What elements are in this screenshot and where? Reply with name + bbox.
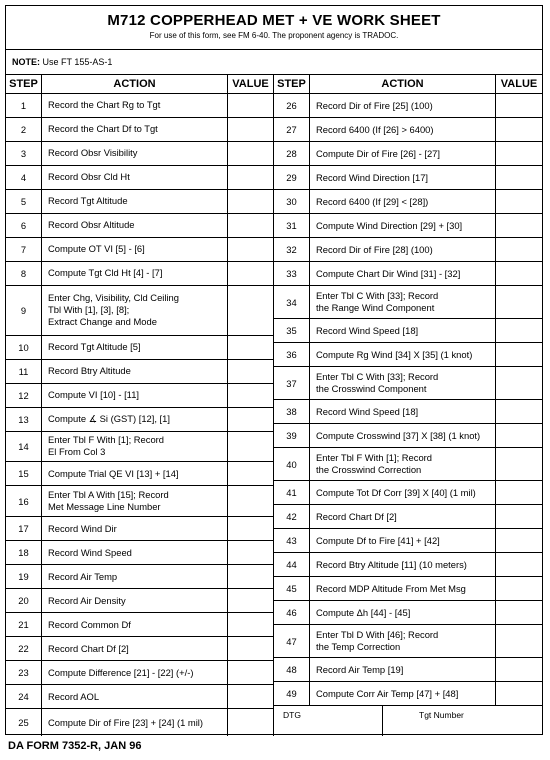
value-field[interactable] [228,432,273,462]
table-row [274,577,542,601]
step-number: 25 [6,709,42,736]
value-field[interactable] [228,709,273,736]
table-row [274,424,542,448]
table-row [6,384,273,408]
action-text: Record Obsr Cld Ht [42,166,228,189]
step-number: 9 [6,286,42,335]
step-number: 40 [274,448,310,480]
form-number: DA FORM 7352-R, JAN 96 [8,740,142,752]
action-text: Record Dir of Fire [25] (100) [310,94,496,117]
step-number: 14 [6,432,42,462]
value-field[interactable] [228,142,273,165]
table-row [6,238,273,262]
table-row [274,367,542,400]
dtg-field[interactable]: DTG [274,706,383,736]
value-field[interactable] [496,166,542,189]
value-field[interactable] [496,505,542,528]
tgt-number-field[interactable]: Tgt Number [419,710,464,720]
step-number: 16 [6,486,42,516]
value-field[interactable] [496,601,542,624]
action-text: Record Wind Speed [18] [310,400,496,423]
right-column-table [274,75,542,736]
table-row [6,517,273,541]
value-field[interactable] [496,625,542,657]
step-number: 6 [6,214,42,237]
value-field[interactable] [228,384,273,407]
table-row [6,486,273,517]
step-number: 47 [274,625,310,657]
value-field[interactable] [496,553,542,576]
step-number: 20 [6,589,42,612]
table-row [274,553,542,577]
action-text: Enter Tbl F With [1]; Record El From Col 3 [42,432,228,462]
step-number: 43 [274,529,310,552]
action-text: Enter Tbl C With [33]; Record the Crosswind Component [310,367,496,399]
table-row [6,661,273,685]
action-text: Compute Wind Direction [29] + [30] [310,214,496,237]
value-field[interactable] [228,118,273,141]
table-body [6,75,542,736]
action-text: Record Tgt Altitude [5] [42,336,228,359]
action-text: Record Dir of Fire [28] (100) [310,238,496,261]
table-row [6,286,273,336]
action-text: Record Common Df [42,613,228,636]
table-row [6,709,273,736]
value-field[interactable] [496,214,542,237]
value-field[interactable] [496,658,542,681]
table-row [6,336,273,360]
value-field[interactable] [496,118,542,141]
step-number: 41 [274,481,310,504]
dtg-tgt-row [274,706,542,736]
table-row [274,625,542,658]
step-number: 13 [6,408,42,431]
value-field[interactable] [228,462,273,485]
action-text: Compute Difference [21] - [22] (+/-) [42,661,228,684]
step-number: 44 [274,553,310,576]
value-field[interactable] [496,142,542,165]
table-row [274,658,542,682]
step-number: 18 [6,541,42,564]
step-number: 32 [274,238,310,261]
table-row [6,589,273,613]
action-text: Record Obsr Visibility [42,142,228,165]
action-header: ACTION [310,75,496,93]
action-text: Record 6400 (If [26] > 6400) [310,118,496,141]
action-text: Compute Δh [44] - [45] [310,601,496,624]
action-text: Compute VI [10] - [11] [42,384,228,407]
step-number: 42 [274,505,310,528]
table-row [274,601,542,625]
left-column-table [6,75,274,736]
step-number: 28 [274,142,310,165]
action-text: Compute ∡ Si (GST) [12], [1] [42,408,228,431]
action-text: Record Obsr Altitude [42,214,228,237]
step-number: 26 [274,94,310,117]
table-row [274,448,542,481]
value-field[interactable] [496,238,542,261]
table-row [6,637,273,661]
form-header [6,6,542,50]
value-field[interactable] [228,637,273,660]
action-text: Record 6400 (If [29] < [28]) [310,190,496,213]
table-row [274,319,542,343]
table-row [274,400,542,424]
value-field[interactable] [496,343,542,366]
step-number: 36 [274,343,310,366]
step-number: 15 [6,462,42,485]
step-number: 12 [6,384,42,407]
step-number: 29 [274,166,310,189]
action-text: Record Air Temp [42,565,228,588]
action-text: Compute Dir of Fire [23] + [24] (1 mil) [42,709,228,736]
step-number: 24 [6,685,42,708]
table-row [6,360,273,384]
note-text: Use FT 155-AS-1 [42,57,113,67]
action-text: Record Tgt Altitude [42,190,228,213]
action-text: Enter Tbl D With [46]; Record the Temp Correction [310,625,496,657]
value-field[interactable] [228,286,273,335]
action-text: Record Chart Df [2] [310,505,496,528]
table-row [6,613,273,637]
table-row [6,214,273,238]
value-field[interactable] [228,517,273,540]
table-row [274,190,542,214]
step-header: STEP [6,75,42,93]
action-text: Record the Chart Df to Tgt [42,118,228,141]
value-field[interactable] [228,565,273,588]
table-row [6,432,273,463]
value-field[interactable] [228,408,273,431]
table-row [6,166,273,190]
value-field[interactable] [496,94,542,117]
table-row [274,94,542,118]
step-number: 2 [6,118,42,141]
step-number: 38 [274,400,310,423]
action-text: Compute Rg Wind [34] X [35] (1 knot) [310,343,496,366]
action-text: Record Chart Df [2] [42,637,228,660]
table-row [274,142,542,166]
action-text: Compute Crosswind [37] X [38] (1 knot) [310,424,496,447]
value-field[interactable] [496,448,542,480]
step-number: 39 [274,424,310,447]
table-row [274,343,542,367]
step-number: 35 [274,319,310,342]
action-text: Compute Df to Fire [41] + [42] [310,529,496,552]
table-row [274,262,542,286]
table-row [6,94,273,118]
value-field[interactable] [228,214,273,237]
table-row [274,238,542,262]
table-row [6,685,273,709]
step-number: 30 [274,190,310,213]
action-text: Record AOL [42,685,228,708]
action-text: Compute Tgt Cld Ht [4] - [7] [42,262,228,285]
work-sheet-form [5,5,543,735]
action-text: Compute Trial QE VI [13] + [14] [42,462,228,485]
step-number: 3 [6,142,42,165]
table-row [274,529,542,553]
table-row [6,462,273,486]
table-row [274,481,542,505]
value-field[interactable] [496,577,542,600]
table-row [274,286,542,319]
step-number: 11 [6,360,42,383]
table-row [6,190,273,214]
table-row [6,408,273,432]
step-number: 46 [274,601,310,624]
table-row [6,118,273,142]
action-text: Enter Tbl F With [1]; Record the Crosswind Correction [310,448,496,480]
step-number: 45 [274,577,310,600]
note-line [6,50,542,75]
action-text: Record Btry Altitude [11] (10 meters) [310,553,496,576]
table-row [6,565,273,589]
value-field[interactable] [228,360,273,383]
value-field[interactable] [496,190,542,213]
step-number: 19 [6,565,42,588]
value-field[interactable] [496,319,542,342]
action-text: Record Air Temp [19] [310,658,496,681]
step-number: 22 [6,637,42,660]
value-field[interactable] [228,589,273,612]
value-field[interactable] [228,486,273,516]
step-number: 7 [6,238,42,261]
value-header: VALUE [232,77,269,90]
table-row [274,214,542,238]
step-number: 8 [6,262,42,285]
form-subtitle: For use of this form, see FM 6-40. The proponent agency is TRADOC. [149,31,399,40]
action-text: Enter Tbl A With [15]; Record Met Message Line Number [42,486,228,516]
action-header: ACTION [42,75,228,93]
step-number: 5 [6,190,42,213]
action-text: Compute Tot Df Corr [39] X [40] (1 mil) [310,481,496,504]
action-text: Record Wind Dir [42,517,228,540]
step-number: 10 [6,336,42,359]
left-header-row [6,75,273,94]
action-text: Record Air Density [42,589,228,612]
form-title: M712 COPPERHEAD MET + VE WORK SHEET [107,12,441,29]
value-field[interactable] [228,336,273,359]
action-text: Compute Corr Air Temp [47] + [48] [310,682,496,705]
table-row [274,118,542,142]
value-header: VALUE [500,78,538,90]
step-number: 31 [274,214,310,237]
step-number: 17 [6,517,42,540]
step-number: 4 [6,166,42,189]
value-field[interactable] [496,400,542,423]
value-field[interactable] [496,481,542,504]
value-field[interactable] [496,424,542,447]
value-field[interactable] [228,238,273,261]
action-text: Record Btry Altitude [42,360,228,383]
action-text: Record MDP Altitude From Met Msg [310,577,496,600]
value-field[interactable] [496,529,542,552]
action-text: Enter Tbl C With [33]; Record the Range Wind Component [310,286,496,318]
action-text: Compute Dir of Fire [26] - [27] [310,142,496,165]
step-number: 49 [274,682,310,705]
step-number: 37 [274,367,310,399]
table-row [6,262,273,286]
value-field[interactable] [228,661,273,684]
table-row [274,682,542,706]
table-row [6,541,273,565]
value-field[interactable] [228,166,273,189]
step-number: 33 [274,262,310,285]
value-field[interactable] [228,613,273,636]
step-header: STEP [274,75,310,93]
step-number: 21 [6,613,42,636]
action-text: Record Wind Direction [17] [310,166,496,189]
value-field[interactable] [496,286,542,318]
value-field[interactable] [496,367,542,399]
step-number: 23 [6,661,42,684]
step-number: 48 [274,658,310,681]
step-number: 34 [274,286,310,318]
action-text: Compute OT VI [5] - [6] [42,238,228,261]
action-text: Compute Chart Dir Wind [31] - [32] [310,262,496,285]
step-number: 1 [6,94,42,117]
value-field[interactable] [228,685,273,708]
table-row [6,142,273,166]
value-field[interactable] [496,682,542,705]
table-row [274,166,542,190]
action-text: Record Wind Speed [18] [310,319,496,342]
right-header-row [274,75,542,94]
value-field[interactable] [228,541,273,564]
table-row [274,505,542,529]
value-field[interactable] [496,262,542,285]
value-field[interactable] [228,190,273,213]
action-text: Record Wind Speed [42,541,228,564]
value-field[interactable] [228,94,273,117]
action-text: Record the Chart Rg to Tgt [42,94,228,117]
value-field[interactable] [228,262,273,285]
step-number: 27 [274,118,310,141]
note-label: NOTE: [12,57,40,67]
action-text: Enter Chg, Visibility, Cld Ceiling Tbl With [1], [3], [8]; Extract Change and Mode [42,286,228,335]
